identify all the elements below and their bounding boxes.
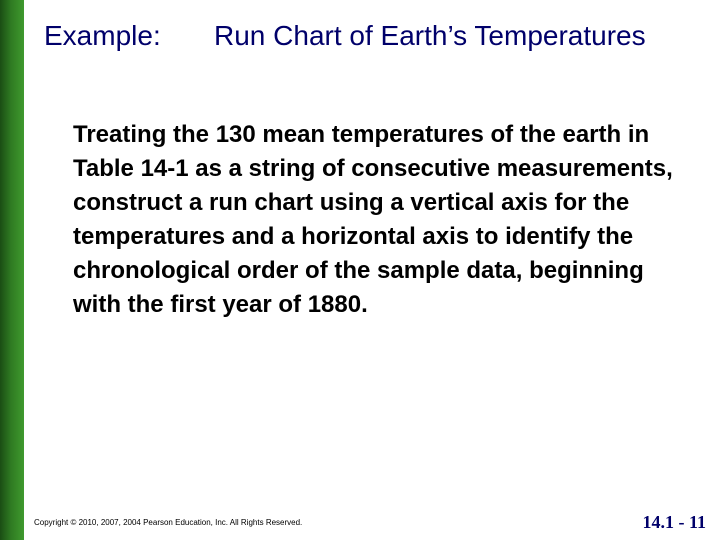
sidebar-accent-bar bbox=[0, 0, 24, 540]
slide-body-text: Treating the 130 mean temperatures of the earth in Table 14-1 as a string of consecutive measurements, construct a run chart using a vertical axis for the temperatures and a horizontal axis to identify the chronological order of the sample data, beginning with the first year of 1880. bbox=[73, 121, 673, 318]
slide-title-label: Example: bbox=[44, 20, 161, 51]
copyright-notice: Copyright © 2010, 2007, 2004 Pearson Education, Inc. All Rights Reserved. bbox=[34, 518, 303, 527]
slide-title: Run Chart of Earth’s Temperatures bbox=[214, 20, 646, 51]
slide-number: 14.1 - 11 bbox=[642, 512, 706, 532]
